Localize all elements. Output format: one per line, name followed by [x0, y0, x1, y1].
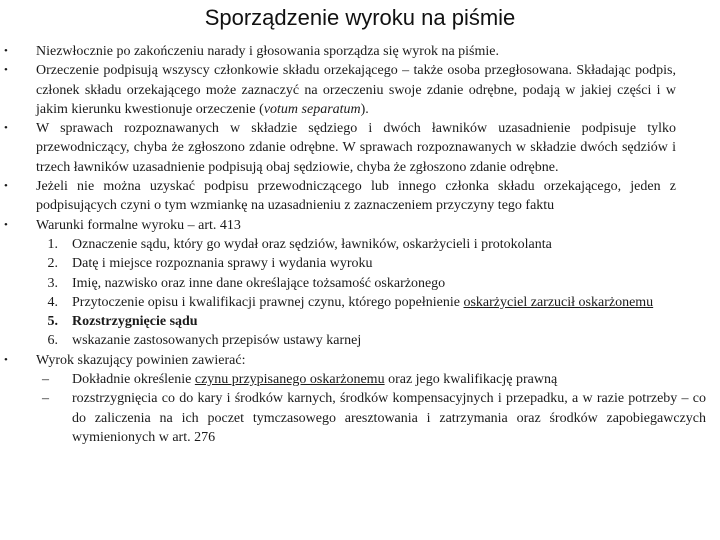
item-number: 4. [47, 294, 58, 310]
bullet-text: W sprawach rozpoznawanych w składzie sędziego i dwóch ławników uzasadnienie podpisuje tylko przewodniczący, chyba że zgłoszono zdanie odrębne. W sprawach rozpoznawanych w składzie dwóch sędziów i trzech ławników uzasadnienie podpisują obaj sędziowie, chyba że zgłoszono zdanie odrębne. [36, 121, 676, 175]
item-text: Imię, nazwisko oraz inne dane określające tożsamość oskarżonego [72, 275, 446, 291]
dash-icon: – [42, 372, 49, 388]
item-number: 5. [47, 314, 58, 330]
item-number: 2. [47, 256, 58, 272]
text-segment: oraz jego kwalifikację prawną [384, 372, 558, 388]
bullet-icon: • [4, 64, 8, 77]
content-body [0, 42, 720, 447]
text-segment: Dokładnie określenie [72, 372, 195, 388]
text-segment: ). [360, 101, 369, 117]
slide-title: Sporządzenie wyroku na piśmie [204, 5, 516, 30]
item-text: Datę i miejsce rozpoznania sprawy i wydania wyroku [72, 256, 373, 272]
bullet-icon: • [4, 353, 8, 366]
bullet-icon: • [4, 180, 8, 193]
bullet-icon: • [4, 122, 8, 135]
numbered-item [0, 293, 720, 312]
item-text [72, 293, 706, 312]
bullet-text: Warunki formalne wyroku – art. 413 [36, 217, 241, 233]
bullet-item [0, 216, 720, 235]
numbered-item [0, 274, 720, 293]
dash-text [72, 370, 706, 389]
dash-text: rozstrzygnięcia co do kary i środków karnych, środków kompensacyjnych i przepadku, a w razie potrzeby – co do zaliczenia na ich poczet tymczasowego aresztowania i zatrzymania oraz środków zapobiegawczych wymienionych w art. 276 [72, 391, 706, 445]
bullet-text: Niezwłocznie po zakończeniu narady i głosowania sporządza się wyrok na piśmie. [36, 44, 499, 59]
bullet-text [36, 61, 676, 119]
text-segment: Przytoczenie opisu i kwalifikacji prawnej czynu, którego popełnienie [72, 294, 464, 310]
bullet-item [0, 42, 720, 61]
numbered-item [0, 235, 720, 254]
bullet-icon: • [4, 218, 8, 231]
item-text: Rozstrzygnięcie sądu [72, 314, 198, 330]
bullet-item [0, 351, 720, 370]
italic-term: votum separatum [263, 101, 361, 117]
numbered-item [0, 331, 720, 350]
bullet-item [0, 61, 720, 119]
bullet-text: Wyrok skazujący powinien zawierać: [36, 352, 246, 368]
underlined-text: oskarżyciel zarzucił oskarżonemu [463, 294, 654, 310]
numbered-item [0, 312, 720, 331]
item-text: Oznaczenie sądu, który go wydał oraz sędziów, ławników, oskarżycieli i protokolanta [72, 236, 552, 252]
underlined-text: czynu przypisanego oskarżonemu [194, 372, 385, 388]
dash-item [0, 389, 720, 447]
item-number: 3. [47, 275, 58, 291]
item-text: wskazanie zastosowanych przepisów ustawy karnej [72, 333, 362, 349]
bullet-icon: • [4, 45, 8, 57]
bullet-item [0, 119, 720, 177]
item-number: 1. [47, 236, 58, 252]
bullet-item [0, 177, 720, 216]
text-segment: Orzeczenie podpisują wszyscy członkowie składu orzekającego – także osoba przegłosowana. Składając podpis, członek składu orzekającego może zaznaczyć na orzeczeniu swoje zdanie odrębne, podają w jakiej części i w jakim kierunku kwestionuje orzeczenie ( [36, 63, 676, 117]
dash-item [0, 370, 720, 389]
dash-icon: – [42, 391, 49, 407]
item-number: 6. [47, 333, 58, 349]
bullet-text: Jeżeli nie można uzyskać podpisu przewodniczącego lub innego członka składu orzekającego, jeden z podpisujących czyni o tym wzmiankę na uzasadnieniu z zaznaczeniem przyczyny tego faktu [36, 179, 676, 214]
numbered-item [0, 254, 720, 273]
